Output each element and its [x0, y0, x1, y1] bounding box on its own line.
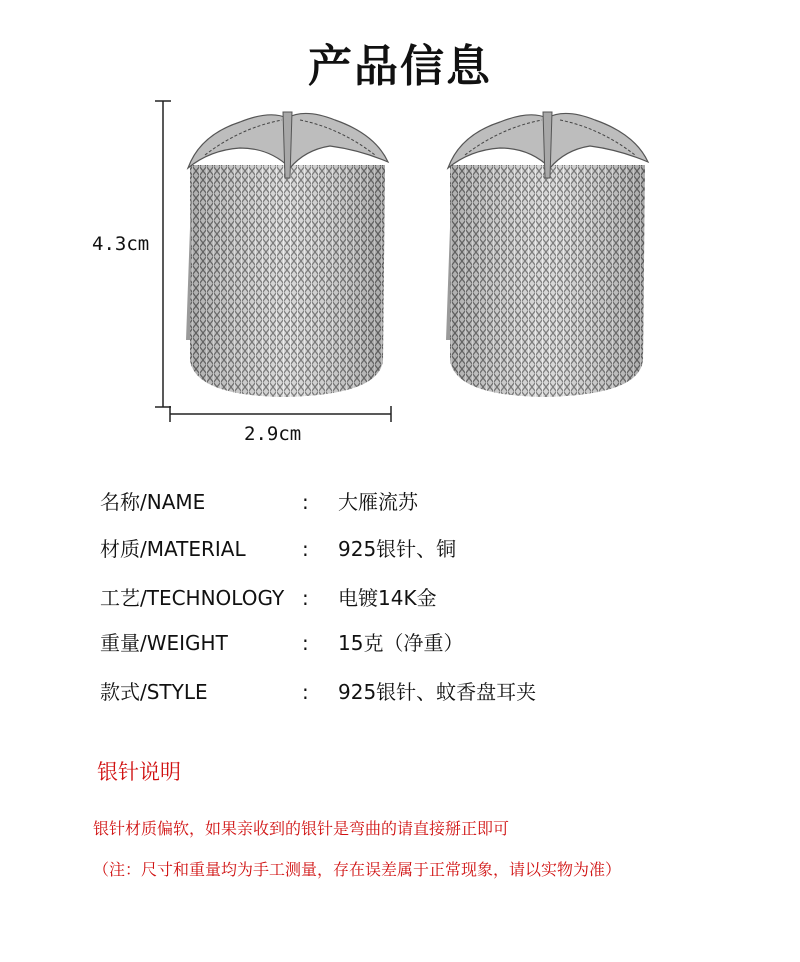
- spec-colon: :: [302, 537, 309, 561]
- spec-colon: :: [302, 680, 309, 704]
- spec-value: 电镀14K金: [338, 586, 437, 610]
- height-dimension-line: [155, 101, 171, 407]
- spec-colon: :: [302, 631, 309, 655]
- width-label: 2.9cm: [244, 423, 302, 445]
- height-label: 4.3cm: [92, 233, 150, 255]
- measurement-disclaimer: （注：尺寸和重量均为手工测量，存在误差属于正常现象，请以实物为准）: [93, 860, 622, 879]
- spec-label: 材质/MATERIAL: [100, 537, 246, 561]
- earring-right: [446, 112, 648, 397]
- product-figure: [0, 0, 800, 460]
- spec-label: 工艺/TECHNOLOGY: [100, 586, 285, 610]
- spec-value: 大雁流苏: [338, 490, 418, 514]
- spec-label: 名称/NAME: [100, 490, 206, 514]
- spec-colon: :: [302, 490, 309, 514]
- spec-label: 重量/WEIGHT: [100, 631, 228, 655]
- needle-note-heading: 银针说明: [97, 760, 181, 784]
- spec-value: 925银针、蚊香盘耳夹: [338, 680, 537, 704]
- earring-left: [186, 112, 388, 397]
- spec-value: 15克（净重）: [338, 631, 464, 655]
- page-title: 产品信息: [308, 41, 492, 92]
- spec-value: 925银针、铜: [338, 537, 457, 561]
- spec-label: 款式/STYLE: [100, 680, 208, 704]
- spec-colon: :: [302, 586, 309, 610]
- needle-note-text: 银针材质偏软，如果亲收到的银针是弯曲的请直接掰正即可: [93, 819, 510, 838]
- width-dimension-line: [170, 406, 391, 422]
